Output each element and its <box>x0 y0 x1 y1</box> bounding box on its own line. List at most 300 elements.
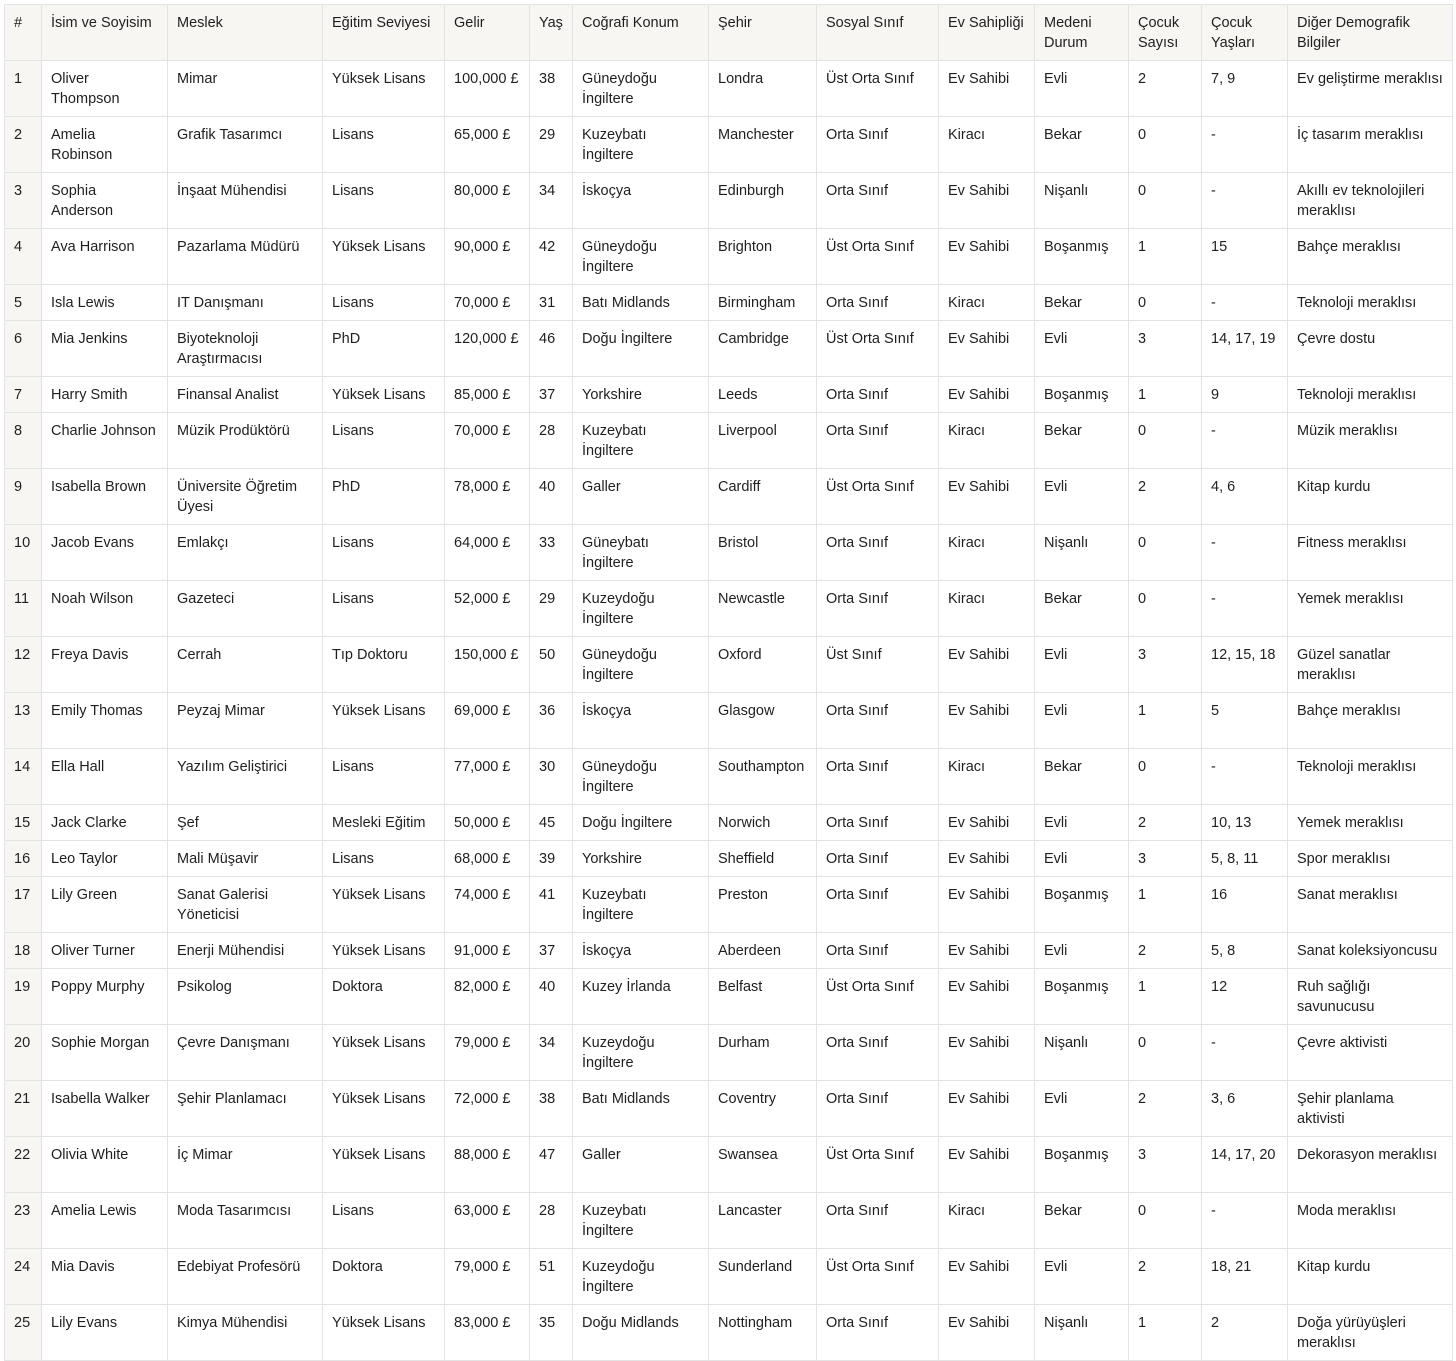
table-row <box>5 285 1453 321</box>
cell-other-info: Spor meraklısı <box>1288 841 1453 877</box>
cell-region: Kuzeybatı İngiltere <box>573 413 709 469</box>
cell-child-count: 1 <box>1129 1305 1202 1361</box>
cell-income: 52,000 £ <box>445 581 530 637</box>
cell-home-ownership: Ev Sahibi <box>939 61 1035 117</box>
cell-education: Lisans <box>323 285 445 321</box>
cell-home-ownership: Ev Sahibi <box>939 321 1035 377</box>
cell-child-ages: - <box>1202 749 1288 805</box>
cell-marital-status: Evli <box>1035 693 1129 749</box>
cell-other-info: Moda meraklısı <box>1288 1193 1453 1249</box>
table-row <box>5 413 1453 469</box>
table-row <box>5 1025 1453 1081</box>
cell-other-info: Ruh sağlığı savunucusu <box>1288 969 1453 1025</box>
cell-social-class: Üst Orta Sınıf <box>817 229 939 285</box>
cell-age: 42 <box>530 229 573 285</box>
cell-education: Doktora <box>323 1249 445 1305</box>
cell-marital-status: Bekar <box>1035 1193 1129 1249</box>
cell-name: Oliver Thompson <box>42 61 168 117</box>
cell-social-class: Üst Orta Sınıf <box>817 1137 939 1193</box>
cell-education: Yüksek Lisans <box>323 877 445 933</box>
cell-child-count: 2 <box>1129 805 1202 841</box>
cell-social-class: Orta Sınıf <box>817 841 939 877</box>
cell-social-class: Üst Orta Sınıf <box>817 321 939 377</box>
column-header-child-count: Çocuk Sayısı <box>1129 5 1202 61</box>
cell-marital-status: Evli <box>1035 805 1129 841</box>
cell-home-ownership: Kiracı <box>939 525 1035 581</box>
cell-income: 90,000 £ <box>445 229 530 285</box>
cell-income: 50,000 £ <box>445 805 530 841</box>
cell-social-class: Orta Sınıf <box>817 413 939 469</box>
cell-education: Mesleki Eğitim <box>323 805 445 841</box>
cell-marital-status: Boşanmış <box>1035 877 1129 933</box>
cell-income: 82,000 £ <box>445 969 530 1025</box>
cell-city: Preston <box>709 877 817 933</box>
cell-marital-status: Evli <box>1035 637 1129 693</box>
cell-other-info: Teknoloji meraklısı <box>1288 377 1453 413</box>
cell-index: 19 <box>5 969 42 1025</box>
cell-age: 45 <box>530 805 573 841</box>
table-row <box>5 1249 1453 1305</box>
cell-child-count: 0 <box>1129 749 1202 805</box>
cell-index: 15 <box>5 805 42 841</box>
cell-region: Batı Midlands <box>573 1081 709 1137</box>
cell-social-class: Orta Sınıf <box>817 693 939 749</box>
cell-home-ownership: Ev Sahibi <box>939 1137 1035 1193</box>
cell-income: 68,000 £ <box>445 841 530 877</box>
cell-child-count: 0 <box>1129 413 1202 469</box>
cell-education: Yüksek Lisans <box>323 61 445 117</box>
cell-child-ages: 14, 17, 20 <box>1202 1137 1288 1193</box>
cell-other-info: Akıllı ev teknolojileri meraklısı <box>1288 173 1453 229</box>
cell-child-ages: 3, 6 <box>1202 1081 1288 1137</box>
table-row <box>5 321 1453 377</box>
table-row <box>5 969 1453 1025</box>
cell-income: 79,000 £ <box>445 1025 530 1081</box>
cell-name: Isla Lewis <box>42 285 168 321</box>
cell-education: Lisans <box>323 581 445 637</box>
cell-name: Leo Taylor <box>42 841 168 877</box>
column-header-index: # <box>5 5 42 61</box>
table-row <box>5 229 1453 285</box>
cell-occupation: Edebiyat Profesörü <box>168 1249 323 1305</box>
cell-occupation: Cerrah <box>168 637 323 693</box>
cell-age: 46 <box>530 321 573 377</box>
cell-occupation: Emlakçı <box>168 525 323 581</box>
cell-child-count: 2 <box>1129 61 1202 117</box>
cell-marital-status: Bekar <box>1035 749 1129 805</box>
cell-city: Manchester <box>709 117 817 173</box>
cell-age: 35 <box>530 1305 573 1361</box>
cell-income: 85,000 £ <box>445 377 530 413</box>
cell-marital-status: Boşanmış <box>1035 377 1129 413</box>
cell-education: Yüksek Lisans <box>323 1305 445 1361</box>
cell-other-info: Yemek meraklısı <box>1288 805 1453 841</box>
cell-child-ages: 14, 17, 19 <box>1202 321 1288 377</box>
table-row <box>5 749 1453 805</box>
cell-child-ages: 12, 15, 18 <box>1202 637 1288 693</box>
cell-city: Edinburgh <box>709 173 817 229</box>
cell-index: 1 <box>5 61 42 117</box>
cell-occupation: Kimya Mühendisi <box>168 1305 323 1361</box>
cell-city: Birmingham <box>709 285 817 321</box>
column-header-other-info: Diğer Demografik Bilgiler <box>1288 5 1453 61</box>
cell-home-ownership: Ev Sahibi <box>939 1249 1035 1305</box>
cell-income: 72,000 £ <box>445 1081 530 1137</box>
cell-marital-status: Bekar <box>1035 413 1129 469</box>
demographics-table <box>4 4 1453 1361</box>
cell-marital-status: Bekar <box>1035 117 1129 173</box>
cell-other-info: Yemek meraklısı <box>1288 581 1453 637</box>
cell-income: 150,000 £ <box>445 637 530 693</box>
cell-occupation: Moda Tasarımcısı <box>168 1193 323 1249</box>
cell-occupation: Müzik Prodüktörü <box>168 413 323 469</box>
cell-child-count: 0 <box>1129 1025 1202 1081</box>
cell-other-info: Bahçe meraklısı <box>1288 229 1453 285</box>
cell-child-ages: 5, 8, 11 <box>1202 841 1288 877</box>
cell-income: 77,000 £ <box>445 749 530 805</box>
cell-home-ownership: Ev Sahibi <box>939 841 1035 877</box>
cell-age: 50 <box>530 637 573 693</box>
table-row <box>5 693 1453 749</box>
cell-age: 30 <box>530 749 573 805</box>
cell-education: Tıp Doktoru <box>323 637 445 693</box>
cell-index: 21 <box>5 1081 42 1137</box>
table-row <box>5 1193 1453 1249</box>
cell-other-info: Güzel sanatlar meraklısı <box>1288 637 1453 693</box>
cell-other-info: Dekorasyon meraklısı <box>1288 1137 1453 1193</box>
cell-child-ages: 15 <box>1202 229 1288 285</box>
cell-education: Lisans <box>323 173 445 229</box>
cell-region: Yorkshire <box>573 841 709 877</box>
cell-age: 37 <box>530 377 573 413</box>
cell-marital-status: Boşanmış <box>1035 229 1129 285</box>
cell-education: Yüksek Lisans <box>323 229 445 285</box>
cell-city: Aberdeen <box>709 933 817 969</box>
cell-child-count: 1 <box>1129 229 1202 285</box>
cell-other-info: Teknoloji meraklısı <box>1288 285 1453 321</box>
cell-occupation: Şef <box>168 805 323 841</box>
cell-age: 38 <box>530 1081 573 1137</box>
cell-region: Kuzey İrlanda <box>573 969 709 1025</box>
cell-index: 9 <box>5 469 42 525</box>
cell-social-class: Orta Sınıf <box>817 1025 939 1081</box>
cell-occupation: Peyzaj Mimar <box>168 693 323 749</box>
cell-marital-status: Evli <box>1035 469 1129 525</box>
table-row <box>5 61 1453 117</box>
cell-age: 28 <box>530 413 573 469</box>
cell-child-count: 0 <box>1129 525 1202 581</box>
cell-social-class: Üst Orta Sınıf <box>817 969 939 1025</box>
table-row <box>5 525 1453 581</box>
cell-city: Bristol <box>709 525 817 581</box>
cell-home-ownership: Ev Sahibi <box>939 969 1035 1025</box>
cell-age: 51 <box>530 1249 573 1305</box>
cell-city: Coventry <box>709 1081 817 1137</box>
cell-name: Isabella Brown <box>42 469 168 525</box>
cell-child-ages: 5, 8 <box>1202 933 1288 969</box>
cell-age: 33 <box>530 525 573 581</box>
cell-child-ages: 9 <box>1202 377 1288 413</box>
cell-city: Norwich <box>709 805 817 841</box>
table-row <box>5 581 1453 637</box>
cell-name: Ella Hall <box>42 749 168 805</box>
cell-city: Swansea <box>709 1137 817 1193</box>
cell-marital-status: Boşanmış <box>1035 969 1129 1025</box>
cell-child-ages: 10, 13 <box>1202 805 1288 841</box>
cell-index: 22 <box>5 1137 42 1193</box>
cell-index: 16 <box>5 841 42 877</box>
cell-child-ages: 16 <box>1202 877 1288 933</box>
cell-social-class: Orta Sınıf <box>817 749 939 805</box>
cell-name: Olivia White <box>42 1137 168 1193</box>
cell-other-info: Müzik meraklısı <box>1288 413 1453 469</box>
cell-occupation: Gazeteci <box>168 581 323 637</box>
cell-home-ownership: Ev Sahibi <box>939 637 1035 693</box>
cell-name: Amelia Lewis <box>42 1193 168 1249</box>
cell-education: Lisans <box>323 413 445 469</box>
cell-region: İskoçya <box>573 693 709 749</box>
table-row <box>5 1137 1453 1193</box>
cell-index: 7 <box>5 377 42 413</box>
column-header-occupation: Meslek <box>168 5 323 61</box>
cell-marital-status: Evli <box>1035 933 1129 969</box>
cell-social-class: Üst Orta Sınıf <box>817 469 939 525</box>
cell-age: 36 <box>530 693 573 749</box>
cell-education: Lisans <box>323 841 445 877</box>
cell-social-class: Üst Orta Sınıf <box>817 1249 939 1305</box>
cell-social-class: Orta Sınıf <box>817 581 939 637</box>
cell-name: Jacob Evans <box>42 525 168 581</box>
cell-child-ages: 5 <box>1202 693 1288 749</box>
cell-name: Sophie Morgan <box>42 1025 168 1081</box>
cell-age: 41 <box>530 877 573 933</box>
column-header-home-ownership: Ev Sahipliği <box>939 5 1035 61</box>
column-header-social-class: Sosyal Sınıf <box>817 5 939 61</box>
cell-income: 91,000 £ <box>445 933 530 969</box>
cell-marital-status: Bekar <box>1035 285 1129 321</box>
cell-marital-status: Evli <box>1035 1249 1129 1305</box>
table-container <box>4 4 1452 1361</box>
cell-marital-status: Nişanlı <box>1035 525 1129 581</box>
cell-marital-status: Boşanmış <box>1035 1137 1129 1193</box>
cell-income: 70,000 £ <box>445 285 530 321</box>
cell-education: PhD <box>323 321 445 377</box>
cell-age: 40 <box>530 469 573 525</box>
cell-child-count: 0 <box>1129 1193 1202 1249</box>
cell-region: İskoçya <box>573 933 709 969</box>
cell-region: Güneydoğu İngiltere <box>573 637 709 693</box>
cell-education: Lisans <box>323 1193 445 1249</box>
column-header-marital-status: Medeni Durum <box>1035 5 1129 61</box>
cell-child-ages: 18, 21 <box>1202 1249 1288 1305</box>
cell-other-info: Şehir planlama aktivisti <box>1288 1081 1453 1137</box>
cell-social-class: Üst Orta Sınıf <box>817 61 939 117</box>
cell-child-count: 3 <box>1129 321 1202 377</box>
table-row <box>5 877 1453 933</box>
cell-child-ages: - <box>1202 117 1288 173</box>
cell-home-ownership: Kiracı <box>939 749 1035 805</box>
table-row <box>5 469 1453 525</box>
cell-other-info: Sanat meraklısı <box>1288 877 1453 933</box>
cell-child-count: 2 <box>1129 1081 1202 1137</box>
cell-other-info: Teknoloji meraklısı <box>1288 749 1453 805</box>
cell-region: Doğu Midlands <box>573 1305 709 1361</box>
cell-child-count: 1 <box>1129 377 1202 413</box>
cell-child-ages: 7, 9 <box>1202 61 1288 117</box>
cell-home-ownership: Ev Sahibi <box>939 1025 1035 1081</box>
cell-city: Cardiff <box>709 469 817 525</box>
cell-index: 25 <box>5 1305 42 1361</box>
cell-region: Batı Midlands <box>573 285 709 321</box>
cell-city: Durham <box>709 1025 817 1081</box>
cell-home-ownership: Ev Sahibi <box>939 377 1035 413</box>
cell-marital-status: Evli <box>1035 321 1129 377</box>
cell-home-ownership: Ev Sahibi <box>939 933 1035 969</box>
cell-social-class: Orta Sınıf <box>817 377 939 413</box>
cell-occupation: İnşaat Mühendisi <box>168 173 323 229</box>
cell-region: Kuzeybatı İngiltere <box>573 117 709 173</box>
table-row <box>5 117 1453 173</box>
cell-age: 37 <box>530 933 573 969</box>
cell-income: 80,000 £ <box>445 173 530 229</box>
cell-income: 64,000 £ <box>445 525 530 581</box>
cell-social-class: Üst Sınıf <box>817 637 939 693</box>
cell-name: Mia Davis <box>42 1249 168 1305</box>
cell-child-ages: - <box>1202 525 1288 581</box>
cell-index: 4 <box>5 229 42 285</box>
cell-social-class: Orta Sınıf <box>817 525 939 581</box>
cell-income: 74,000 £ <box>445 877 530 933</box>
cell-name: Poppy Murphy <box>42 969 168 1025</box>
cell-name: Jack Clarke <box>42 805 168 841</box>
cell-social-class: Orta Sınıf <box>817 877 939 933</box>
cell-income: 100,000 £ <box>445 61 530 117</box>
cell-home-ownership: Ev Sahibi <box>939 1305 1035 1361</box>
cell-occupation: Mali Müşavir <box>168 841 323 877</box>
cell-education: Yüksek Lisans <box>323 933 445 969</box>
cell-name: Lily Evans <box>42 1305 168 1361</box>
cell-region: Güneydoğu İngiltere <box>573 229 709 285</box>
cell-occupation: Biyoteknoloji Araştırmacısı <box>168 321 323 377</box>
cell-region: Kuzeydoğu İngiltere <box>573 581 709 637</box>
cell-marital-status: Nişanlı <box>1035 1305 1129 1361</box>
cell-name: Amelia Robinson <box>42 117 168 173</box>
cell-other-info: Kitap kurdu <box>1288 1249 1453 1305</box>
cell-index: 20 <box>5 1025 42 1081</box>
cell-home-ownership: Kiracı <box>939 581 1035 637</box>
cell-name: Ava Harrison <box>42 229 168 285</box>
cell-city: Leeds <box>709 377 817 413</box>
cell-city: Brighton <box>709 229 817 285</box>
cell-index: 5 <box>5 285 42 321</box>
cell-child-count: 0 <box>1129 581 1202 637</box>
cell-occupation: Grafik Tasarımcı <box>168 117 323 173</box>
cell-child-count: 2 <box>1129 1249 1202 1305</box>
cell-age: 29 <box>530 117 573 173</box>
cell-child-count: 2 <box>1129 469 1202 525</box>
cell-child-ages: - <box>1202 1025 1288 1081</box>
cell-child-count: 3 <box>1129 841 1202 877</box>
cell-age: 39 <box>530 841 573 877</box>
header-row <box>5 5 1453 61</box>
cell-city: Sheffield <box>709 841 817 877</box>
table-row <box>5 841 1453 877</box>
column-header-child-ages: Çocuk Yaşları <box>1202 5 1288 61</box>
cell-region: Güneydoğu İngiltere <box>573 749 709 805</box>
cell-age: 47 <box>530 1137 573 1193</box>
cell-income: 65,000 £ <box>445 117 530 173</box>
cell-other-info: Çevre dostu <box>1288 321 1453 377</box>
cell-region: Yorkshire <box>573 377 709 413</box>
cell-region: Kuzeybatı İngiltere <box>573 1193 709 1249</box>
cell-income: 70,000 £ <box>445 413 530 469</box>
cell-index: 12 <box>5 637 42 693</box>
cell-index: 18 <box>5 933 42 969</box>
cell-occupation: IT Danışmanı <box>168 285 323 321</box>
cell-name: Charlie Johnson <box>42 413 168 469</box>
cell-city: Newcastle <box>709 581 817 637</box>
cell-index: 24 <box>5 1249 42 1305</box>
cell-education: Yüksek Lisans <box>323 693 445 749</box>
cell-occupation: İç Mimar <box>168 1137 323 1193</box>
cell-income: 120,000 £ <box>445 321 530 377</box>
cell-city: Cambridge <box>709 321 817 377</box>
cell-index: 14 <box>5 749 42 805</box>
cell-education: Lisans <box>323 749 445 805</box>
cell-age: 28 <box>530 1193 573 1249</box>
table-row <box>5 637 1453 693</box>
cell-region: Galler <box>573 1137 709 1193</box>
cell-index: 3 <box>5 173 42 229</box>
cell-child-count: 2 <box>1129 933 1202 969</box>
cell-marital-status: Evli <box>1035 61 1129 117</box>
cell-other-info: Sanat koleksiyoncusu <box>1288 933 1453 969</box>
cell-income: 63,000 £ <box>445 1193 530 1249</box>
cell-education: PhD <box>323 469 445 525</box>
table-body <box>5 61 1453 1361</box>
cell-age: 31 <box>530 285 573 321</box>
cell-city: Lancaster <box>709 1193 817 1249</box>
cell-home-ownership: Ev Sahibi <box>939 469 1035 525</box>
cell-child-ages: 12 <box>1202 969 1288 1025</box>
cell-name: Oliver Turner <box>42 933 168 969</box>
cell-region: İskoçya <box>573 173 709 229</box>
cell-social-class: Orta Sınıf <box>817 173 939 229</box>
cell-marital-status: Nişanlı <box>1035 173 1129 229</box>
cell-education: Yüksek Lisans <box>323 1081 445 1137</box>
cell-city: Glasgow <box>709 693 817 749</box>
cell-occupation: Şehir Planlamacı <box>168 1081 323 1137</box>
cell-other-info: Kitap kurdu <box>1288 469 1453 525</box>
cell-region: Güneybatı İngiltere <box>573 525 709 581</box>
cell-marital-status: Bekar <box>1035 581 1129 637</box>
cell-age: 29 <box>530 581 573 637</box>
cell-marital-status: Evli <box>1035 1081 1129 1137</box>
cell-child-count: 0 <box>1129 117 1202 173</box>
cell-city: Nottingham <box>709 1305 817 1361</box>
cell-home-ownership: Kiracı <box>939 413 1035 469</box>
cell-other-info: Doğa yürüyüşleri meraklısı <box>1288 1305 1453 1361</box>
cell-city: Sunderland <box>709 1249 817 1305</box>
cell-other-info: Ev geliştirme meraklısı <box>1288 61 1453 117</box>
cell-home-ownership: Kiracı <box>939 1193 1035 1249</box>
cell-occupation: Mimar <box>168 61 323 117</box>
column-header-education: Eğitim Seviyesi <box>323 5 445 61</box>
cell-other-info: Fitness meraklısı <box>1288 525 1453 581</box>
cell-region: Doğu İngiltere <box>573 805 709 841</box>
cell-education: Yüksek Lisans <box>323 1137 445 1193</box>
cell-social-class: Orta Sınıf <box>817 117 939 173</box>
